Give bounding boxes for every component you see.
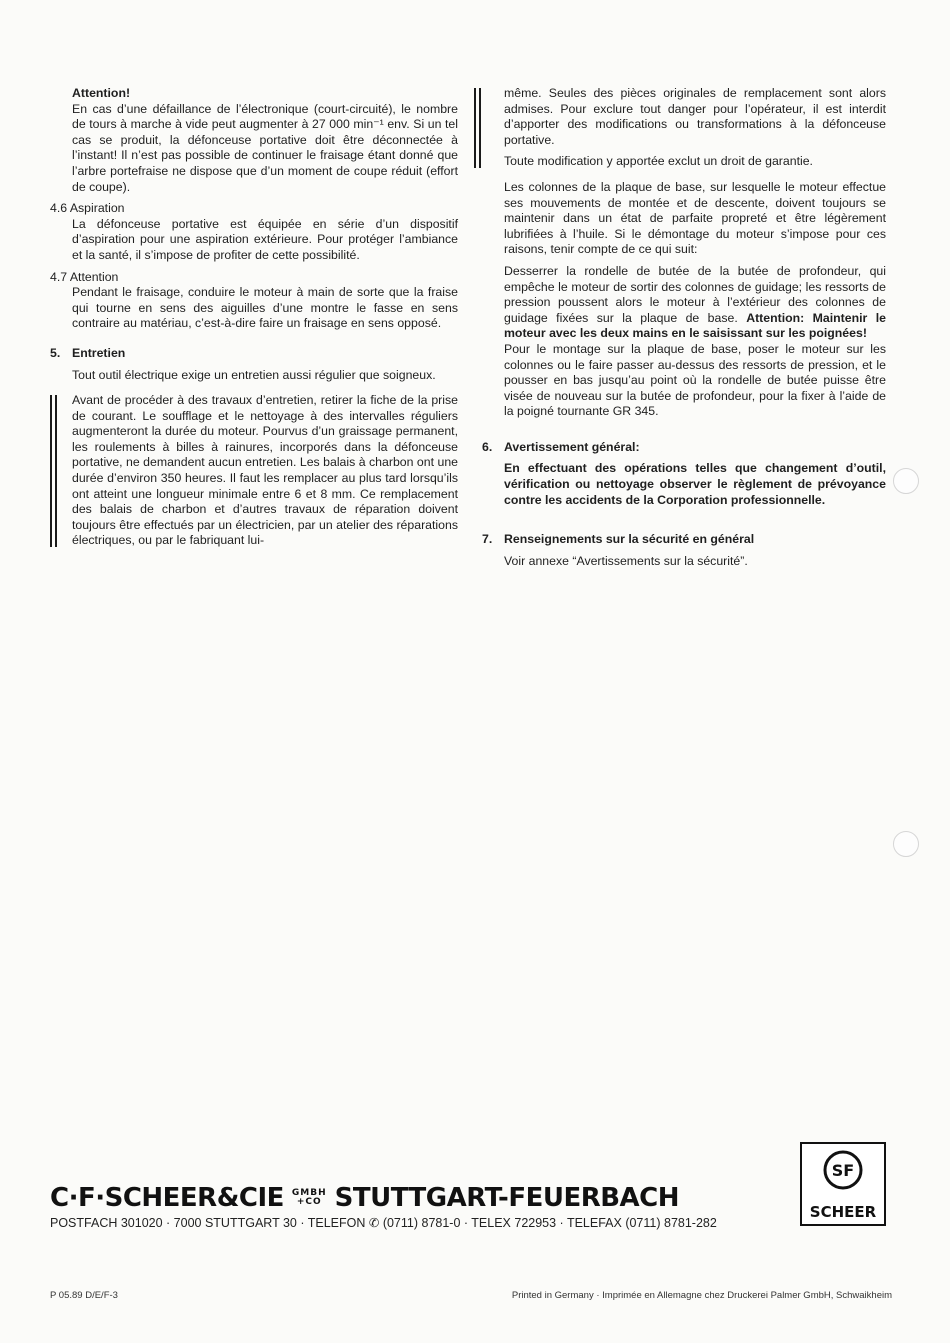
attention-title: Attention! bbox=[72, 86, 131, 100]
section-5-heading bbox=[50, 346, 458, 362]
logo-letters: SF bbox=[831, 1161, 855, 1180]
section-6-heading bbox=[482, 440, 886, 456]
left-column bbox=[50, 86, 458, 549]
continuation-text: même. Seules des pièces originales de remplacement sont alors admises. Pour exclure tout danger pour l’opérateur, il est interdit d’apporter des modifications ou transformations à la défonceuse portative. bbox=[504, 86, 886, 147]
section-4-6-heading: 4.6 Aspiration bbox=[50, 201, 125, 216]
company-name-line bbox=[50, 1183, 790, 1213]
change-bar bbox=[50, 395, 57, 547]
columns-text: Les colonnes de la plaque de base, sur lesquelle le moteur effectue ses mouvements de montée et de descente, doivent toujours se maintenir dans un état de parfaite propreté et être légèrement lubrifiées à l’huile. Si le démontage du moteur s’impose pour ces raisons, tenir compte de ce qui suit: bbox=[504, 179, 886, 257]
company-city: STUTTGART-FEUERBACH bbox=[334, 1183, 680, 1213]
loosen-text-body: Desserrer la rondelle de butée de la butée de profondeur, qui empêche le moteur de sortir des colonnes de guidage; les ressorts de pression poussent alors le moteur à l’extérieur des colonnes de guidage fixées sur la plaque de base. bbox=[504, 263, 886, 325]
section-7-title: Renseignements sur la sécurité en général bbox=[504, 532, 755, 547]
section-6-number: 6. bbox=[482, 439, 493, 454]
gmbh-label: GMBH bbox=[291, 1188, 327, 1198]
section-5-intro: Tout outil électrique exige un entretien aussi régulier que soigneux. bbox=[72, 367, 436, 382]
continuation-block bbox=[482, 86, 886, 170]
printer-imprint: Printed in Germany · Imprimée en Allemagne chez Druckerei Palmer GmbH, Schwaikheim bbox=[511, 1290, 892, 1301]
company-address: POSTFACH 301020 · 7000 STUTTGART 30 · TELEFON ✆ (0711) 8781-0 · TELEX 722953 · TELEFAX (0711) 8781-282 bbox=[50, 1216, 717, 1230]
section-5-title: Entretien bbox=[72, 345, 126, 360]
punch-hole-top bbox=[893, 468, 919, 494]
section-6-title: Avertissement général: bbox=[504, 439, 640, 454]
warranty-text: Toute modification y apportée exclut un droit de garantie. bbox=[504, 154, 813, 169]
maintenance-block bbox=[50, 393, 458, 549]
company-name: C·F·SCHEER&CIE bbox=[50, 1183, 284, 1213]
co-label: +CO bbox=[296, 1197, 322, 1207]
scheer-logo bbox=[800, 1142, 886, 1226]
document-reference: P 05.89 D/E/F-3 bbox=[50, 1290, 118, 1301]
loosen-text bbox=[482, 264, 886, 342]
section-4-7-heading: 4.7 Attention bbox=[50, 269, 119, 284]
section-4-7-text: Pendant le fraisage, conduire le moteur à main de sorte que la fraise qui tourne en sens des aiguilles d’une montre le fasse en sens contraire au matériau, c’est-à-dire faire un fraisage en sens opposé. bbox=[72, 285, 458, 331]
loosen-warning: Attention: Maintenir le moteur avec les deux mains en le saisissant sur les poignées! bbox=[504, 310, 886, 341]
section-7-heading bbox=[482, 532, 886, 548]
mount-text: Pour le montage sur la plaque de base, poser le moteur sur les colonnes ou le faire passer au-dessus des ressorts de pression, et le pousser en bas jusqu’au point où la rondelle de butée puisse être visée de nouveau sur la butée de profondeur, pour la fixer à l’aide de la poigné tournante GR 345. bbox=[504, 341, 886, 419]
right-column bbox=[482, 86, 886, 569]
sf-logo-icon bbox=[823, 1150, 863, 1190]
section-7-text: Voir annexe “Avertissements sur la sécurité”. bbox=[504, 553, 748, 568]
section-6-text: En effectuant des opérations telles que changement d’outil, vérification ou nettoyage observer le règlement de prévoyance contre les accidents de la Corporation professionnelle. bbox=[504, 461, 886, 507]
section-5-text: Avant de procéder à des travaux d’entretien, retirer la fiche de la prise de courant. Le soufflage et le nettoyage à des intervalles réguliers augmenteront la durée du moteur. Pourvus d’un graissage permanent, les roulements à billes à rainures, incorporés dans la défonceuse portative, ne demandent aucun entretien. Les balais à charbon ont une durée d’environ 350 heures. Il faut les remplacer au plus tard lorsqu’ils ont atteint une longueur minimale entre 6 et 8 mm. Ce remplacement des balais de charbon et d’autres travaux de réparation doivent toujours être effectués par un électricien, par un atelier des réparations électriques, ou par le fabriquant lui- bbox=[72, 393, 458, 548]
attention-text: En cas d’une défaillance de l’électronique (court-circuité), le nombre de tours à marche à vide peut augmenter à 27 000 min⁻¹ env. Si un tel cas se produit, la défonceuse portative doit être déconnectée à l’instant! Il n’est pas possible de continuer le fraisage étant donné que l’arbre portefraise ne dispose que d’un moment de coupe réduit (effort de coupe). bbox=[72, 101, 458, 194]
punch-hole-bottom bbox=[893, 831, 919, 857]
section-5-number: 5. bbox=[50, 345, 61, 360]
logo-brand: SCHEER bbox=[809, 1203, 877, 1221]
company-legal-form bbox=[292, 1189, 327, 1207]
section-7-number: 7. bbox=[482, 532, 493, 547]
section-4-6-text: La défonceuse portative est équipée en série d’un dispositif d’aspiration pour une aspiration extérieure. Pour protéger l’ambiance et la santé, il s’impose de profiter de cette possibilité. bbox=[72, 216, 458, 262]
change-bar bbox=[474, 88, 481, 168]
